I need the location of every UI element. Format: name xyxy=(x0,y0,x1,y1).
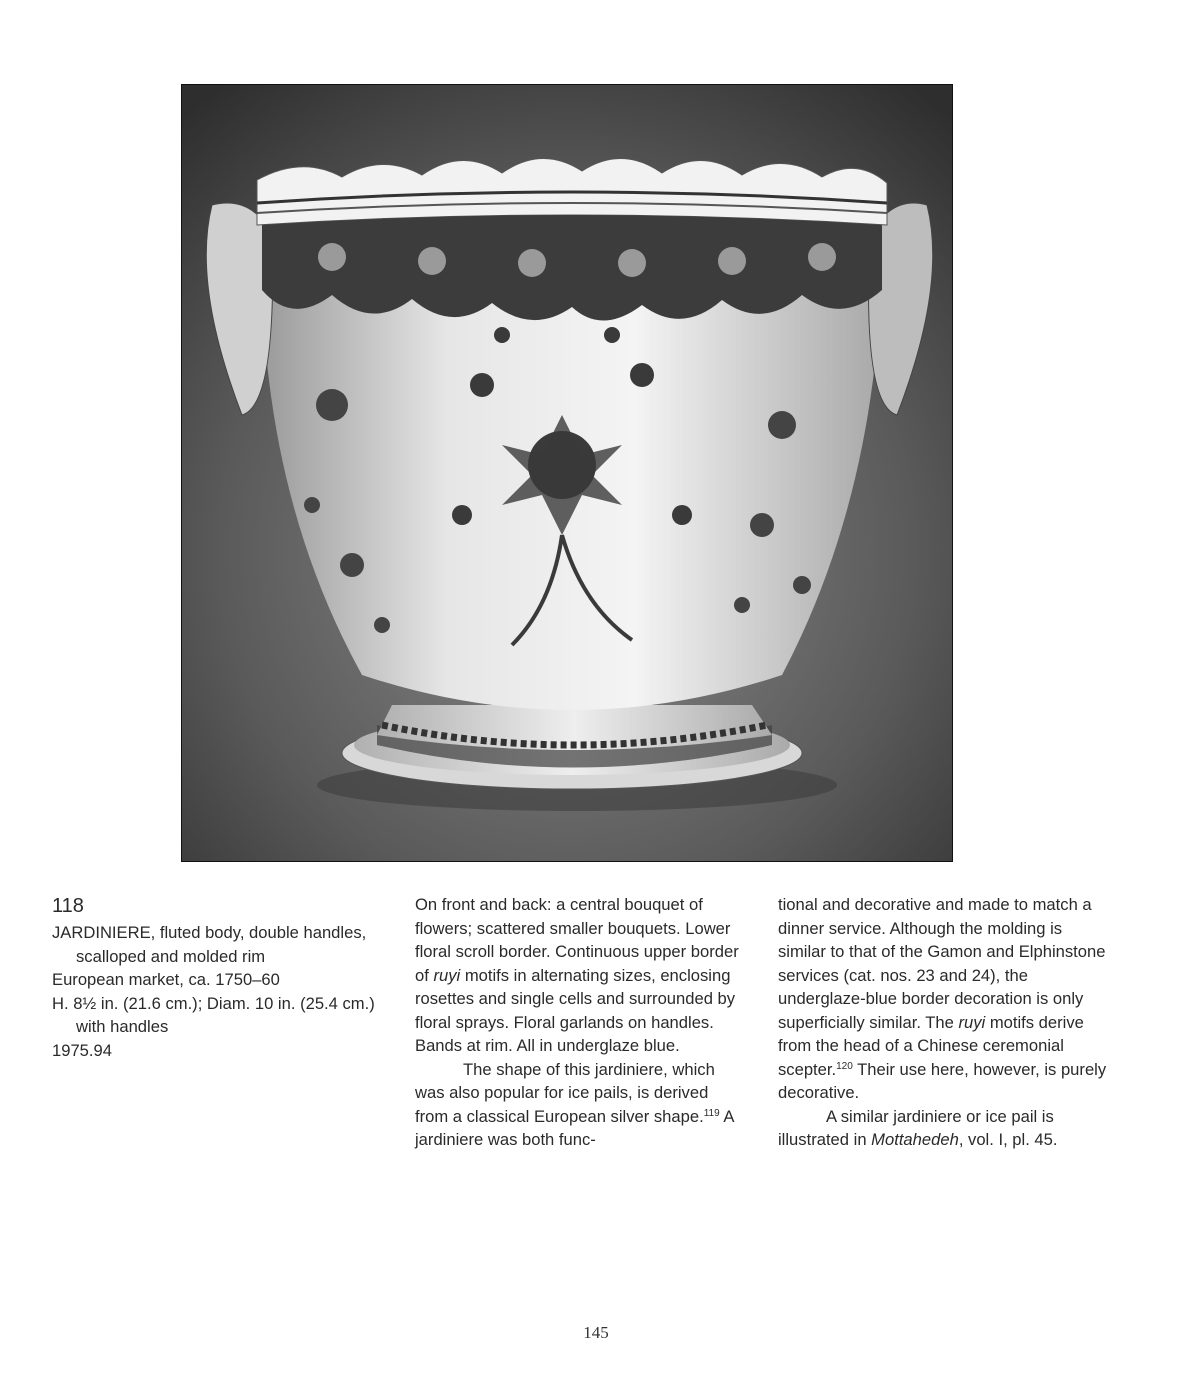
description-column-1 xyxy=(415,893,745,1152)
catalog-number: 118 xyxy=(52,895,84,917)
description-column-2 xyxy=(778,893,1108,1152)
description-paragraph-3: A similar jardiniere or ice pail is illustrated in Mottahedeh, vol. I, pl. 45. xyxy=(778,1106,1058,1149)
page-number: 145 xyxy=(583,1323,609,1342)
caption-title: JARDINIERE, fluted body, double handles, scalloped and molded rim xyxy=(52,923,367,966)
description-paragraph-2b: tional and decorative and made to match a dinner service. Although the molding is similar to that of the Gamon and Elphinstone services (cat. nos. 23 and 24), the underglaze-blue border decoration is only superficially similar. The ruyi motifs derive from the head of a Chinese ceremonial scepter.$^{120}$ Their use here, however, is purely decorative. xyxy=(778,895,1107,1102)
description-paragraph-1: On front and back: a central bouquet of flowers; scattered smaller bouquets. Lower floral scroll border. Continuous upper border of ruyi motifs in alternating sizes, enclosing rosettes and single cells and surrounded by floral sprays. Floral garlands on handles. Bands at rim. All in underglaze blue. xyxy=(415,895,739,1055)
continuation: A jardiniere was both func- xyxy=(415,1106,734,1149)
footnote-ref: 119 xyxy=(703,1107,720,1119)
description-paragraph-2a: The shape of this jardiniere, which was also popular for ice pails, is derived from a classical European silver shape.$^{119}$ A jardiniere was both func- xyxy=(415,1059,734,1149)
caption-dimensions: H. 8½ in. (21.6 cm.); Diam. 10 in. (25.4 cm.) with handles xyxy=(52,993,375,1036)
jardiniere-photograph xyxy=(181,84,953,862)
caption-market: European market, ca. 1750–60 xyxy=(52,970,280,989)
caption-accession: 1975.94 xyxy=(52,1040,112,1060)
caption-column xyxy=(52,893,382,1062)
footnote-ref: 120 xyxy=(836,1060,853,1072)
